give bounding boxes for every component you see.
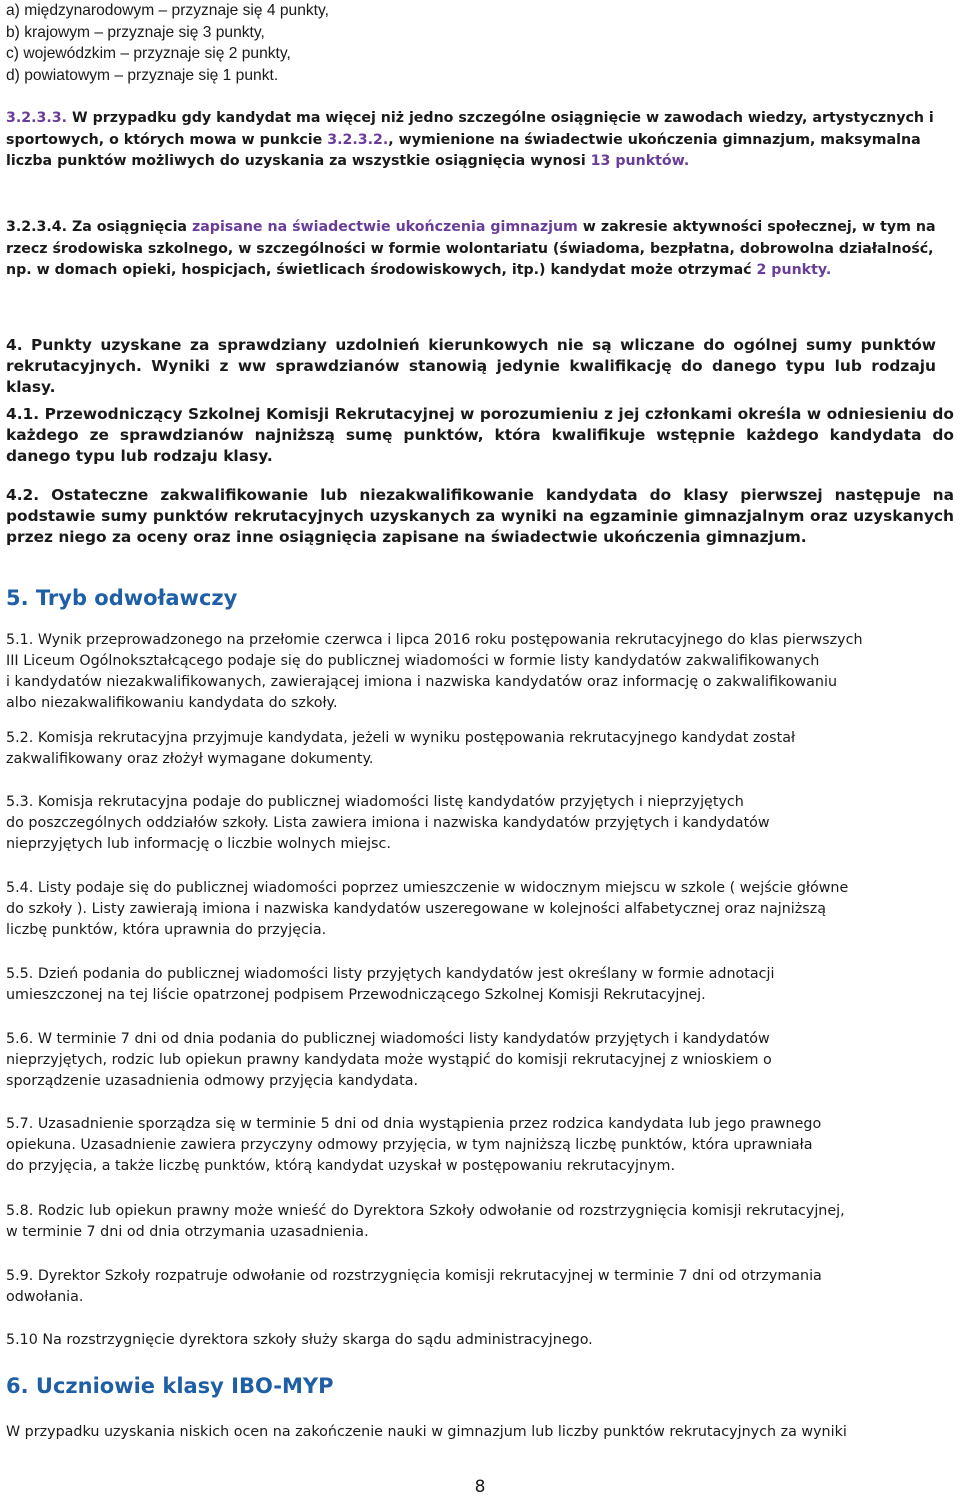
text-line: do przyjęcia, a także liczbę punktów, którą kandydat uzyskał w postępowaniu rekrutacyjnym. xyxy=(6,1158,675,1174)
text-line: 5.1. Wynik przeprowadzonego na przełomie czerwca i lipca 2016 roku postępowania rekrutacyjnego do klas pierwszych xyxy=(6,632,863,648)
list-item: a) międzynarodowym – przyznaje się 4 punkty, xyxy=(6,2,329,19)
text-line: 5.8. Rodzic lub opiekun prawny może wnieść do Dyrektora Szkoły odwołanie od rozstrzygnięcia komisji rekrutacyjnej, xyxy=(6,1203,845,1219)
text-line: 5.7. Uzasadnienie sporządza się w terminie 5 dni od dnia wystąpienia przez rodzica kandydata lub jego prawnego xyxy=(6,1116,822,1132)
text-line: W przypadku uzyskania niskich ocen na zakończenie nauki w gimnazjum lub liczby punktów rekrutacyjnych za wyniki xyxy=(6,1424,847,1440)
section-6 xyxy=(6,1422,847,1443)
list-item: b) krajowym – przyznaje się 3 punkty, xyxy=(6,23,265,41)
text-line: sporządzenie uzasadnienia odmowy przyjęcia kandydata. xyxy=(6,1073,419,1089)
paragraph-3-2-3-4 xyxy=(6,217,954,282)
paragraph-4-1: 4.1. Przewodniczący Szkolnej Komisji Rekrutacyjnej w porozumieniu z jej członkami określa w odniesieniu do każdego ze sprawdzianów najniższą sumę punktów, która kwalifikuje wstępnie każdego kandydata do danego typu lub rodzaju klasy. xyxy=(6,405,954,465)
heading-5: 5. Tryb odwoławczy xyxy=(6,586,238,610)
paragraph-text: w zakresie aktywności społecznej, w tym na rzecz środowiska szkolnego, w szczególności w formie wolontariatu (świadoma, bezpłatna, dobrowolna działalność, np. w domach opieki, hospicjach, świetlicach środowiskowych, itp.) kandydat może otrzymać xyxy=(6,219,936,278)
section-number: 3.2.3.3. xyxy=(6,110,68,126)
text-line: III Liceum Ogólnokształcącego podaje się do publicznej wiadomości w formie listy kandydatów zakwalifikowanych xyxy=(6,653,820,669)
text-line: 5.4. Listy podaje się do publicznej wiadomości poprzez umieszczenie w widocznym miejscu w szkole ( wejście główne xyxy=(6,880,849,896)
points-value: 13 punktów. xyxy=(590,153,690,169)
text-line: opiekuna. Uzasadnienie zawiera przyczyny odmowy przyjęcia, w tym najniższą liczbę punktów, która uprawniała xyxy=(6,1137,813,1153)
section-5-5 xyxy=(6,964,774,1006)
heading-6: 6. Uczniowie klasy IBO-MYP xyxy=(6,1374,334,1398)
text-line: 5.2. Komisja rekrutacyjna przyjmuje kandydata, jeżeli w wyniku postępowania rekrutacyjnego kandydat został xyxy=(6,730,796,746)
text-line: zakwalifikowany oraz złożył wymagane dokumenty. xyxy=(6,751,374,767)
section-5-8 xyxy=(6,1201,845,1243)
text-line: liczbę punktów, która uprawnia do przyjęcia. xyxy=(6,922,327,938)
section-5-4 xyxy=(6,878,848,941)
section-5-6 xyxy=(6,1029,772,1092)
paragraph-text: Za osiągnięcia xyxy=(67,219,192,235)
points-value: 2 punkty. xyxy=(756,262,832,278)
list-item: c) wojewódzkim – przyznaje się 2 punkty, xyxy=(6,45,291,62)
paragraph-text: W przypadku gdy kandydat ma więcej niż jedno szczególne osiągnięcie w zawodach wiedzy, artystycznych i sportowych, o których mowa w punkcie xyxy=(6,110,934,148)
text-line: w terminie 7 dni od dnia otrzymania uzasadnienia. xyxy=(6,1224,369,1240)
highlighted-phrase: zapisane na świadectwie ukończenia gimnazjum xyxy=(191,219,578,235)
section-5-9 xyxy=(6,1266,822,1308)
text-line: i kandydatów niezakwalifikowanych, zawierającej imiona i nazwiska kandydatów oraz informację o zakwalifikowaniu xyxy=(6,674,838,690)
text-line: 5.10 Na rozstrzygnięcie dyrektora szkoły służy skarga do sądu administracyjnego. xyxy=(6,1332,593,1348)
paragraph-text: , wymienione na świadectwie ukończenia gimnazjum, maksymalna liczba punktów możliwych do uzyskania za wszystkie osiągnięcia wynosi xyxy=(6,131,921,169)
page-number: 8 xyxy=(474,1477,486,1497)
section-5-3 xyxy=(6,792,770,855)
text-line: odwołania. xyxy=(6,1289,84,1305)
section-number: 3.2.3.4. xyxy=(6,219,68,235)
points-list xyxy=(6,0,329,86)
text-line: nieprzyjętych lub informację o liczbie wolnych miejsc. xyxy=(6,836,391,852)
section-5-10 xyxy=(6,1330,593,1351)
paragraph-4-2: 4.2. Ostateczne zakwalifikowanie lub niezakwalifikowanie kandydata do klasy pierwszej następuje na podstawie sumy punktów rekrutacyjnych uzyskanych za wyniki na egzaminie gimnazjalnym oraz uzyskanych przez niego za oceny oraz inne osiągnięcia zapisane na świadectwie ukończenia gimnazjum. xyxy=(6,486,954,546)
text-line: do szkoły ). Listy zawierają imiona i nazwiska kandydatów uszeregowane w kolejności alfabetycznej oraz najniższą xyxy=(6,901,826,917)
list-item: d) powiatowym – przyznaje się 1 punkt. xyxy=(6,66,279,84)
text-line: nieprzyjętych, rodzic lub opiekun prawny kandydata może wystąpić do komisji rekrutacyjnej z wnioskiem o xyxy=(6,1052,772,1068)
text-line: 5.9. Dyrektor Szkoły rozpatruje odwołanie od rozstrzygnięcia komisji rekrutacyjnej w terminie 7 dni od otrzymania xyxy=(6,1268,822,1284)
section-5-2 xyxy=(6,728,795,770)
section-5-7 xyxy=(6,1114,821,1177)
text-line: 5.3. Komisja rekrutacyjna podaje do publicznej wiadomości listę kandydatów przyjętych i nieprzyjętych xyxy=(6,794,744,810)
text-line: do poszczególnych oddziałów szkoły. Lista zawiera imiona i nazwiska kandydatów przyjętych i kandydatów xyxy=(6,815,770,831)
text-line: 5.6. W terminie 7 dni od dnia podania do publicznej wiadomości listy kandydatów przyjętych i kandydatów xyxy=(6,1031,770,1047)
text-line: umieszczonej na tej liście opatrzonej podpisem Przewodniczącego Szkolnej Komisji Rekrutacyjnej. xyxy=(6,987,706,1003)
paragraph-4: 4. Punkty uzyskane za sprawdziany uzdolnień kierunkowych nie są wliczane do ogólnej sumy punktów rekrutacyjnych. Wyniki z ww sprawdzianów stanowią jedynie kwalifikację do danego typu lub rodzaju klasy. xyxy=(6,336,936,396)
paragraph-3-2-3-3 xyxy=(6,108,954,173)
section-5-1 xyxy=(6,630,863,714)
text-line: 5.5. Dzień podania do publicznej wiadomości listy przyjętych kandydatów jest określany w formie adnotacji xyxy=(6,966,775,982)
text-line: albo niezakwalifikowaniu kandydata do szkoły. xyxy=(6,695,338,711)
section-reference: 3.2.3.2. xyxy=(327,131,389,148)
